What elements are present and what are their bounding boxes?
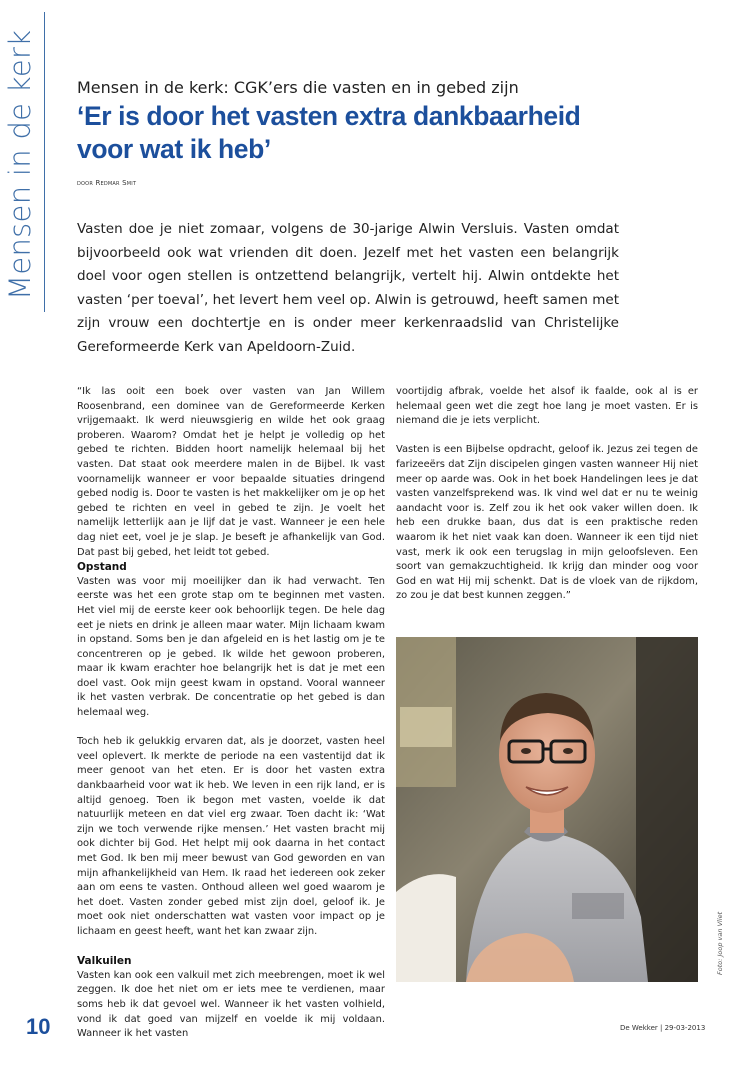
body-paragraph: Vasten kan ook een valkuil met zich meebrengen, moet ik wel zeggen. Ik doe het niet om er iets mee te verdienen, maar soms heb ik dat gevoel wel. Wanneer ik het vasten volhield, vond ik dat goed van mijzelf en voelde ik mij voldaan. Wanneer ik het vasten xyxy=(77,969,385,1040)
body-paragraph: Toch heb ik gelukkig ervaren dat, als je doorzet, vasten heel veel oplevert. Ik merkte de periode na een vastentijd dat ik meer genoot van het eten. Er is door het vasten extra dankbaarheid voor wat ik heb. We leven in een rijk land, er is altijd genoeg. Toen ik begon met vasten, voelde ik dat natuurlijk meteen en dat viel erg zwaar. Toen dacht ik: ‘Wat zijn we toch verwende rijke mensen.’ Het vasten bracht mij ook dichter bij God. Het helpt mij ook daarna in het contact met God. Ik ben mij meer bewust van God geworden en van mijn afhankelijkheid van Hem. Ik raad het iedereen ook zeker aan om eens te vasten. Onthoud alleen wel goed waarom je het doet. Vasten zonder gebed mist zijn doel, geloof ik. Je moet ook niet onderschatten wat vasten voor impact op je lichaam en geest heeft, want het kan zwaar zijn. xyxy=(77,736,385,937)
byline-prefix: door xyxy=(77,179,93,187)
kicker: Mensen in de kerk: CGK’ers die vasten en in gebed zijn xyxy=(77,78,519,97)
side-rule xyxy=(44,12,45,312)
headline-line-1: ‘Er is door het vasten extra dankbaarheid xyxy=(77,101,581,131)
body-paragraph: voortijdig afbrak, voelde het alsof ik faalde, ook al is er helemaal geen wet die zegt hoe lang je moet vasten. Er is niemand die je iets verplicht. xyxy=(396,386,698,427)
subheading-valkuilen: Valkuilen xyxy=(77,955,132,968)
intro-paragraph: Vasten doe je niet zomaar, volgens de 30-jarige Alwin Versluis. Vasten omdat bijvoorbeeld ook wat vrienden dit doen. Jezelf met het vasten een belangrijk doel voor ogen stellen is ontzettend belangrijk, vertelt hij. Alwin ontdekte het vasten ‘per toeval’, het levert hem veel op. Alwin is getrouwd, heeft samen met zijn vrouw een dochtertje en is onder meer kerkenraadslid van Christelijke Gereformeerde Kerk van Apeldoorn-Zuid. xyxy=(77,221,619,355)
photo-credit: Foto: Joop van Vliet xyxy=(716,911,724,975)
byline xyxy=(77,179,136,187)
portrait-photo xyxy=(396,637,698,982)
body-paragraph: Vasten is een Bijbelse opdracht, geloof ik. Jezus zei tegen de farizeeërs dat Zijn discipelen gingen vasten wanneer Hij niet meer op aarde was. Ook in het boek Handelingen lees je dat vasten vanzelfsprekend was. Ik vind wel dat er nu te weinig aandacht voor is. Zelf zou ik het ook vaker willen doen. Ik heb een drukke baan, dus dat is een praktische reden waarom ik het niet vaak kan doen. Wanneer ik een tijd niet vast, merk ik ook een terugslag in mijn geloofsleven. Een soort van gemakzuchtigheid. Ik krijg dan minder oog voor God en wat Hij mij schenkt. Dat is de vloek van de rijkdom, zo zou je dat best kunnen zeggen.” xyxy=(396,444,698,602)
section-label: Mensen in de kerk xyxy=(3,29,37,300)
page-number: 10 xyxy=(26,1014,51,1039)
subheading-opstand: Opstand xyxy=(77,561,127,574)
column-right xyxy=(396,385,698,604)
headline-line-2: voor wat ik heb’ xyxy=(77,134,271,164)
byline-author: Redmar Smit xyxy=(95,179,137,187)
body-paragraph: Vasten was voor mij moeilijker dan ik had verwacht. Ten eerste was het een grote stap om te beginnen met vasten. Het viel mij de eerste keer ook behoorlijk tegen. De hele dag eet je niets en drink je alleen maar water. Mijn lichaam kwam in opstand. Soms ben je dan afgeleid en is het lastig om je te concentreren op je gebed. Ik wilde het gewoon proberen, maar ik kwam erachter hoe belangrijk het is dat je met een doel vast. Ook mijn geest kwam in opstand. Vooral wanneer ik het vasten verbrak. De concentratie op het gebed is dan helemaal weg. xyxy=(77,575,385,719)
folio: De Wekker | 29-03-2013 xyxy=(620,1024,706,1032)
headline xyxy=(77,100,637,166)
body-paragraph: “Ik las ooit een boek over vasten van Jan Willem Roosenbrand, een dominee van de Gereformeerde Kerken vrijgemaakt. Ik werd nieuwsgierig en wilde het ook graag proberen. Waarom? Omdat het je helpt je volledig op het gebed te richten. Bidden hoort namelijk helemaal bij het vasten. Dat staat ook meerdere malen in de Bijbel. Ik vast voornamelijk wanneer er voor bepaalde situaties dringend gebed nodig is. Door te vasten is het makkelijker om je op het gebed te richten en veel in gebed te zijn. Je voelt het namelijk letterlijk aan je lijf dat je vast. Wanneer je een hele dag niet eet, voel je je slap. Je beseft je afhankelijk van God. Dat past bij gebed, het leidt tot gebed. xyxy=(77,386,385,558)
column-left xyxy=(77,385,385,1042)
